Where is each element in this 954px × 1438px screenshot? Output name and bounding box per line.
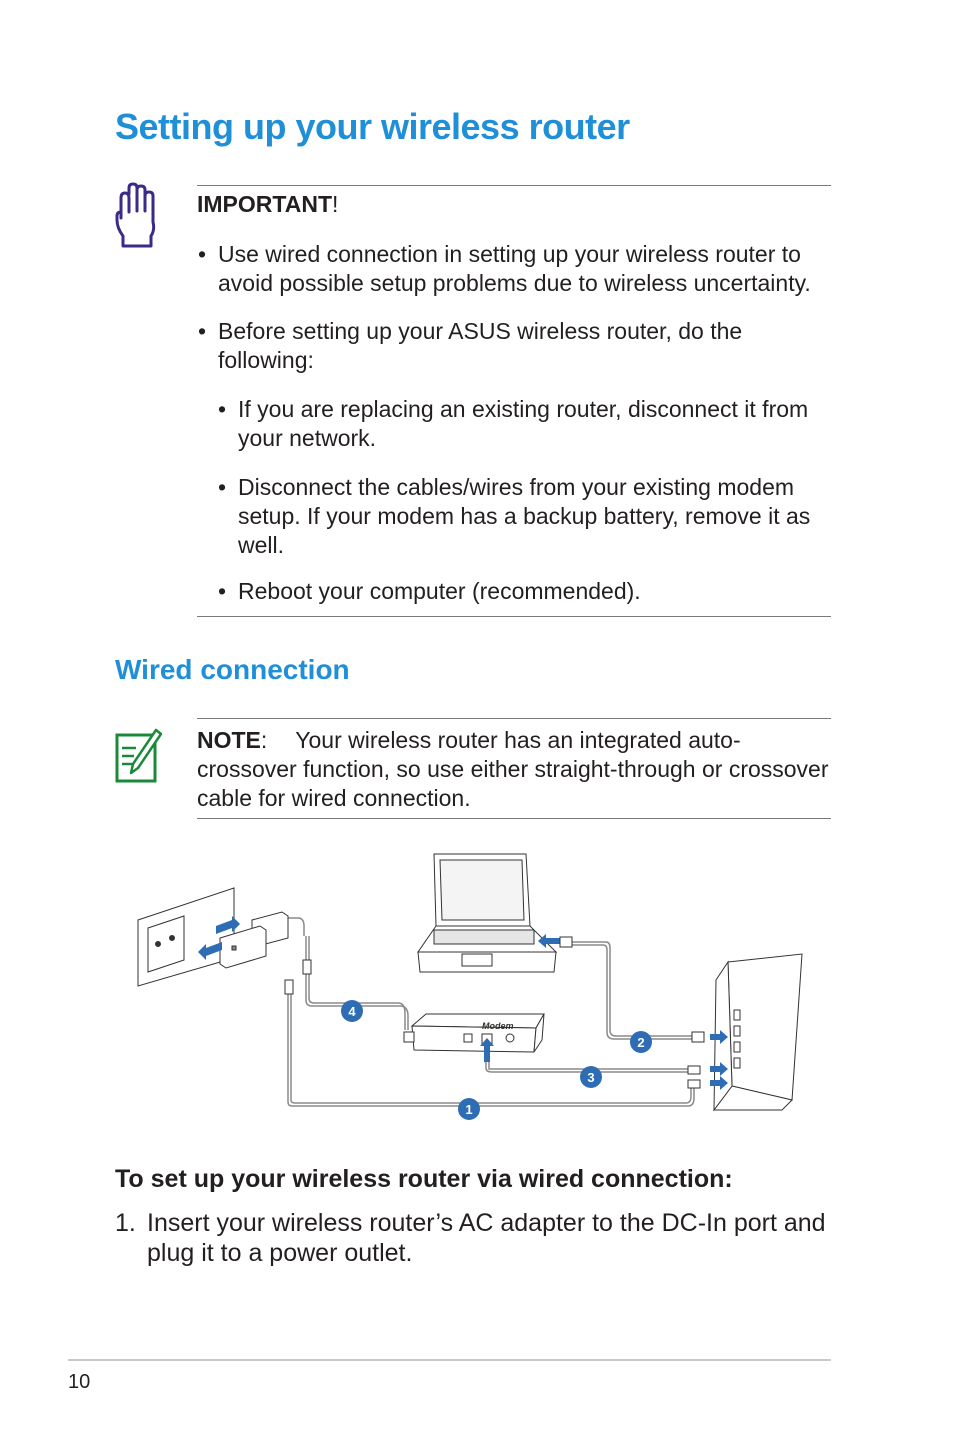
badge-label: 4 — [348, 1004, 356, 1019]
important-sub-bullet — [218, 395, 818, 455]
router — [714, 954, 802, 1110]
important-sub-bullet — [218, 473, 818, 563]
wall-outlet — [138, 888, 234, 986]
step-number: 1. — [115, 1209, 136, 1237]
important-bullet — [198, 240, 818, 300]
important-top-rule — [197, 185, 831, 186]
step-badge-4 — [341, 1000, 363, 1022]
footer-rule — [68, 1359, 831, 1361]
bullet-text: If you are replacing an existing router, disconnect it from your network. — [238, 396, 809, 451]
note-text — [197, 726, 837, 813]
note-icon — [114, 726, 162, 784]
procedure-heading: To set up your wireless router via wired connection: — [115, 1165, 733, 1193]
important-heading — [197, 190, 338, 219]
step-badge-3 — [580, 1066, 602, 1088]
step-badge-1 — [458, 1098, 480, 1120]
bullet-text: Use wired connection in setting up your wireless router to avoid possible setup problems due to wireless uncertainty. — [218, 241, 811, 296]
note-bottom-rule — [197, 818, 831, 819]
bullet-dot: • — [198, 318, 207, 344]
important-bottom-rule — [197, 616, 831, 617]
bullet-dot: • — [218, 474, 227, 500]
important-suffix: ! — [332, 191, 339, 217]
note-separator: : — [260, 727, 268, 753]
important-sub-bullet — [218, 577, 818, 607]
page-title: Setting up your wireless router — [115, 106, 630, 147]
laptop — [418, 854, 556, 972]
bullet-dot: • — [198, 241, 207, 267]
bullet-dot: • — [218, 396, 227, 422]
bullet-text: Before setting up your ASUS wireless router, do the following: — [218, 318, 743, 373]
procedure-step — [115, 1208, 835, 1270]
note-label: NOTE — [197, 727, 261, 753]
modem-label: Modem — [482, 1021, 514, 1031]
note-top-rule — [197, 718, 831, 719]
important-bullet — [198, 317, 758, 377]
hand-icon — [113, 182, 159, 248]
badge-label: 2 — [637, 1035, 645, 1050]
page-number: 10 — [68, 1371, 91, 1393]
connection-diagram — [120, 840, 820, 1130]
modem — [412, 1014, 544, 1052]
important-label: IMPORTANT — [197, 191, 333, 217]
section-heading: Wired connection — [115, 654, 350, 685]
note-body: Your wireless router has an integrated auto-crossover function, so use either straight-through or crossover cable for wired connection. — [197, 727, 829, 811]
bullet-dot: • — [218, 578, 227, 604]
step-text: Insert your wireless router’s AC adapter to the DC-In port and plug it to a power outlet. — [147, 1209, 826, 1267]
badge-label: 1 — [465, 1102, 473, 1117]
bullet-text: Reboot your computer (recommended). — [238, 578, 641, 604]
step-badge-2 — [630, 1031, 652, 1053]
bullet-text: Disconnect the cables/wires from your existing modem setup. If your modem has a backup battery, remove it as well. — [238, 474, 811, 558]
badge-label: 3 — [587, 1070, 595, 1085]
